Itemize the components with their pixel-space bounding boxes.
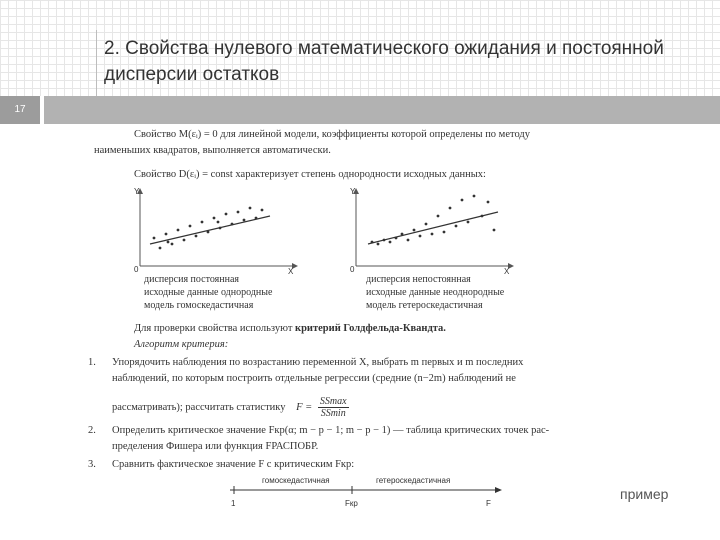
statistic-fraction	[318, 396, 349, 419]
y-axis-label: Y	[350, 187, 356, 196]
example-link[interactable]: пример	[620, 486, 669, 502]
homoscedastic-label: гомоскедастичная	[262, 476, 330, 485]
check-text: Для проверки свойства используют	[134, 323, 293, 334]
x-axis-label: X	[288, 267, 294, 274]
step1-line2: наблюдений, по которым построить отдельные регрессии (средние (n−2m) наблюдений не	[112, 373, 516, 384]
right-caption-3: модель гетероскедастичная	[366, 300, 483, 311]
step2-line1: Определить критическое значение Fкр(α; m − p − 1; m − p − 1) — таблица критических точек рас-	[112, 425, 550, 436]
y-axis-label: Y	[134, 187, 140, 196]
left-caption-1: дисперсия постоянная	[144, 274, 239, 285]
slide-number: 17	[0, 96, 40, 124]
step3-line: Сравнить фактическое значение F с критическим Fкр:	[112, 459, 355, 470]
x-axis-label: X	[504, 267, 510, 274]
step1-line3	[112, 396, 352, 419]
criterion-name: критерий Голдфельда-Квандта.	[295, 323, 446, 334]
slide-band	[0, 96, 720, 124]
title-divider	[96, 30, 97, 96]
check-text-line	[134, 322, 446, 336]
decision-scale	[214, 474, 504, 516]
step1-line3-text: рассматривать); рассчитать статистику	[112, 401, 286, 413]
scatter-points	[371, 195, 496, 246]
slide-content	[84, 124, 674, 528]
property1-line2: наименьших квадратов, выполняется автоматически.	[94, 145, 331, 156]
statistic-symbol: F =	[296, 401, 313, 413]
scale-arrow	[495, 487, 502, 493]
property2-line: Свойство D(εᵢ) = const характеризует степень однородности исходных данных:	[134, 169, 486, 180]
homoscedastic-chart	[132, 186, 300, 274]
right-caption-2: исходные данные неоднородные	[366, 287, 505, 298]
right-caption-1: дисперсия непостоянная	[366, 274, 471, 285]
tick-label-f: F	[486, 499, 491, 508]
heteroscedastic-label: гетероскедастичная	[376, 476, 451, 485]
step1-line1: Упорядочить наблюдения по возрастанию переменной X, выбрать m первых и m последних	[112, 357, 524, 368]
origin-label: 0	[350, 265, 355, 274]
tick-label-fkr: Fкр	[345, 499, 358, 508]
heteroscedastic-chart	[348, 186, 516, 274]
statistic-denominator: SSmin	[320, 408, 346, 419]
band-separator	[40, 96, 44, 124]
origin-label: 0	[134, 265, 139, 274]
step1-number: 1.	[88, 357, 96, 368]
algorithm-heading: Алгоритм критерия:	[134, 339, 229, 350]
left-caption-2: исходные данные однородные	[144, 287, 273, 298]
step2-number: 2.	[88, 425, 96, 436]
step3-number: 3.	[88, 459, 96, 470]
property1-line: Свойство M(εᵢ) = 0 для линейной модели, коэффициенты которой определены по методу	[134, 129, 530, 140]
step2-line2: пределения Фишера или функция FРАСПОБР.	[112, 441, 319, 452]
regression-line	[368, 212, 498, 244]
scatter-points	[153, 207, 264, 250]
tick-label-1: 1	[231, 499, 236, 508]
regression-line	[150, 216, 270, 244]
left-caption-3: модель гомоскедастичная	[144, 300, 254, 311]
statistic-numerator: SSmax	[319, 396, 347, 407]
slide-title: 2. Свойства нулевого математического ожидания и постоянной дисперсии остатков	[104, 38, 664, 85]
